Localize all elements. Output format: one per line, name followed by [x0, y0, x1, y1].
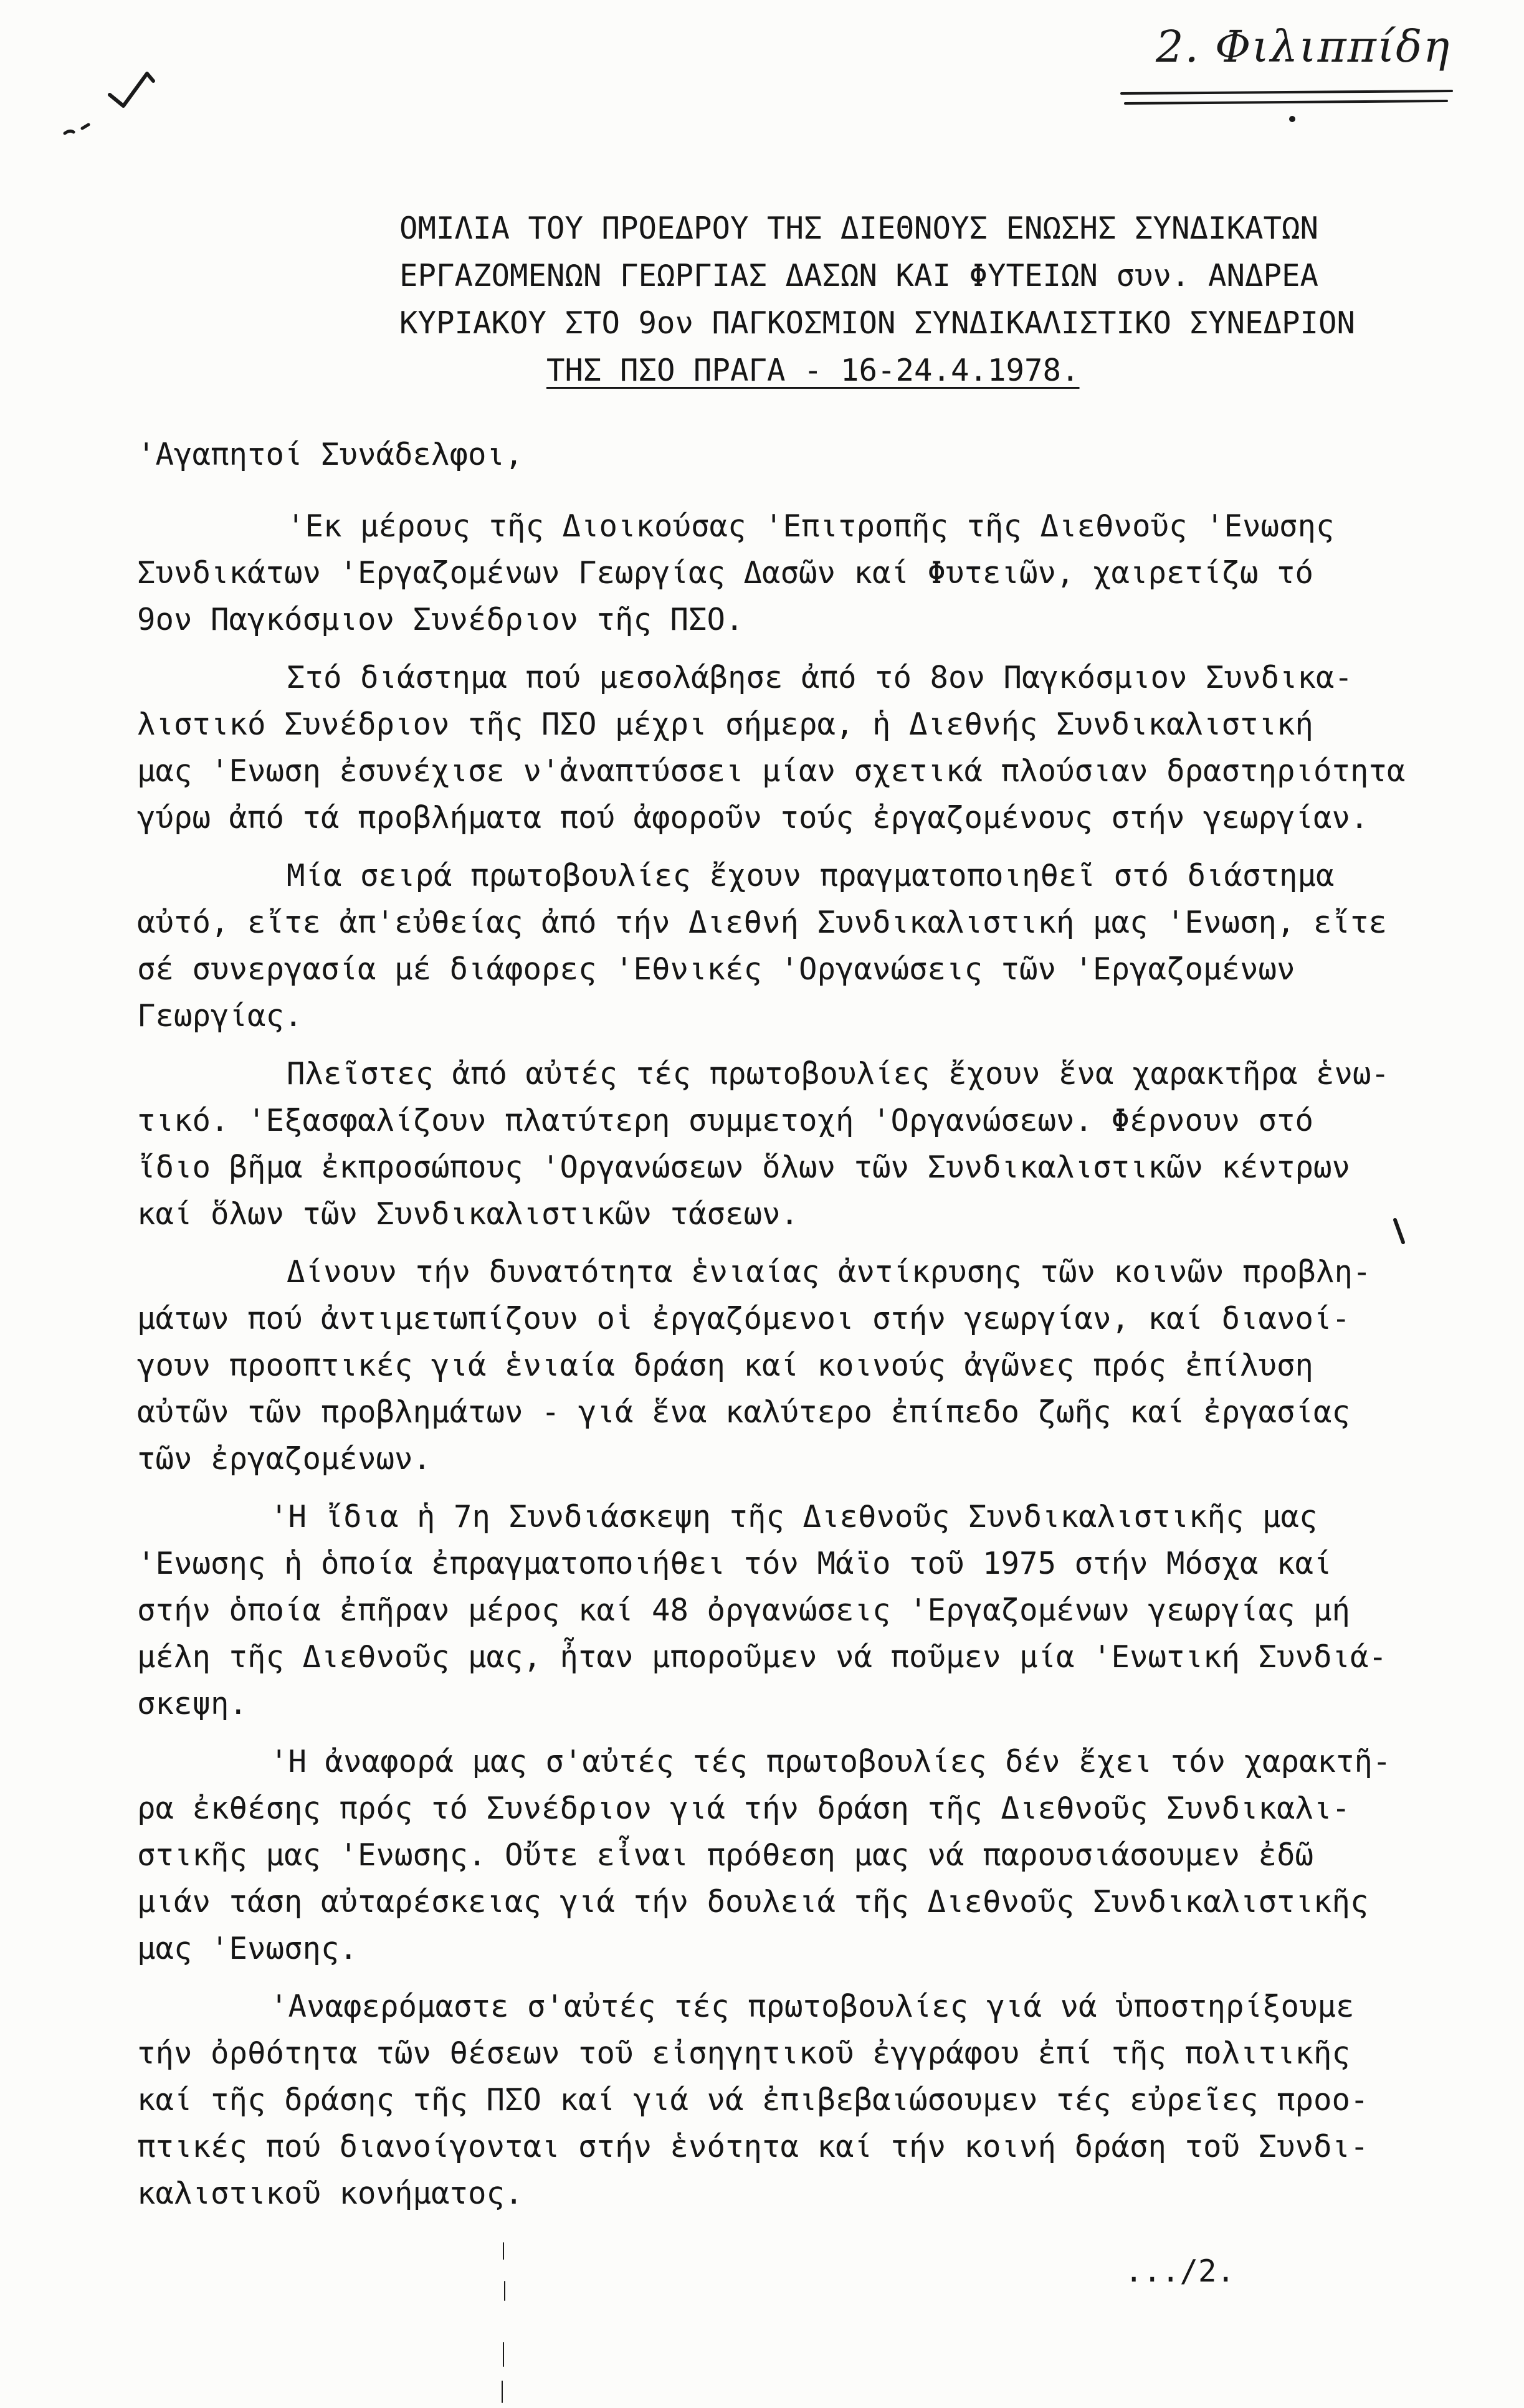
paragraph-line: τήν ὀρθότητα τῶν θέσεων τοῦ εἰσηγητικοῦ ἐγγράφου ἐπί τῆς πολιτικῆς — [137, 2035, 1351, 2071]
speech-title — [399, 205, 1355, 394]
paragraph-line: καί τῆς δράσης τῆς ΠΣΟ καί γιά νά ἐπιβεβαιώσουμεν τές εὐρεῖες προο- — [137, 2082, 1369, 2118]
ink-dot — [1289, 116, 1295, 122]
pen-tick-mark — [110, 74, 153, 106]
handwritten-annotation: 2. Φιλιππίδη — [1156, 21, 1451, 72]
paragraph-line: Πλεῖστες ἀπό αὐτές τές πρωτοβουλίες ἔχουν ἕνα χαρακτῆρα ἑνω- — [287, 1056, 1390, 1092]
paragraph-line: μάτων πού ἀντιμετωπίζουν οἱ ἐργαζόμενοι στήν γεωργίαν, καί διανοί- — [137, 1301, 1351, 1336]
paragraph-line: Δίνουν τήν δυνατότητα ἑνιαίας ἀντίκρυσης τῶν κοινῶν προβλη- — [287, 1254, 1371, 1290]
handwritten-underline — [1122, 91, 1452, 93]
paragraph — [137, 852, 1495, 1039]
paragraph-line: αὐτῶν τῶν προβλημάτων - γιά ἕνα καλύτερο ἐπίπεδο ζωῆς καί ἐργασίας — [137, 1394, 1351, 1430]
paragraph-line: 9ον Παγκόσμιον Συνέδριον τῆς ΠΣΟ. — [137, 602, 744, 637]
paragraph-line: 'Ενωσης ἡ ὁποία ἐπραγματοποιήθει τόν Μάϊο τοῦ 1975 στήν Μόσχα καί — [137, 1546, 1332, 1581]
paragraph-line: Συνδικάτων 'Εργαζομένων Γεωργίας Δασῶν καί Φυτειῶν, χαιρετίζω τό — [137, 555, 1314, 591]
paragraph-line: λιστικό Συνέδριον τῆς ΠΣΟ μέχρι σήμερα, ἡ Διεθνής Συνδικαλιστική — [137, 707, 1314, 742]
title-line: ΟΜΙΛΙΑ ΤΟΥ ΠΡΟΕΔΡΟΥ ΤΗΣ ΔΙΕΘΝΟΥΣ ΕΝΩΣΗΣ ΣΥΝΔΙΚΑΤΩΝ — [399, 211, 1319, 246]
paragraph-line: μας 'Ενωση ἐσυνέχισε ν'ἀναπτύσσει μίαν σχετικά πλούσιαν δραστηριότητα — [137, 753, 1406, 789]
paragraph-line: Μία σειρά πρωτοβουλίες ἔχουν πραγματοποιηθεῖ στό διάστημα — [287, 858, 1335, 893]
paragraph-line: ἴδιο βῆμα ἐκπροσώπους 'Οργανώσεων ὅλων τῶν Συνδικαλιστικῶν κέντρων — [137, 1149, 1351, 1185]
paragraph-line: μας 'Ενωσης. — [137, 1931, 358, 1966]
paragraph — [137, 503, 1495, 643]
paragraph-line: σέ συνεργασία μέ διάφορες 'Εθνικές 'Οργανώσεις τῶν 'Εργαζομένων — [137, 951, 1295, 987]
paragraph-line: μιάν τάση αὐταρέσκειας γιά τήν δουλειά τῆς Διεθνοῦς Συνδικαλιστικῆς — [137, 1884, 1369, 1920]
title-line: ΕΡΓΑΖΟΜΕΝΩΝ ΓΕΩΡΓΙΑΣ ΔΑΣΩΝ ΚΑΙ ΦΥΤΕΙΩΝ συν. ΑΝΔΡΕΑ — [399, 258, 1319, 293]
paragraph-line: πτικές πού διανοίγονται στήν ἑνότητα καί τήν κοινή δράση τοῦ Συνδι- — [137, 2129, 1369, 2164]
paragraph-line: τῶν ἐργαζομένων. — [137, 1441, 432, 1477]
paragraph — [137, 654, 1495, 841]
title-line: ΚΥΡΙΑΚΟΥ ΣΤΟ 9ον ΠΑΓΚΟΣΜΙΟΝ ΣΥΝΔΙΚΑΛΙΣΤΙΚΟ ΣΥΝΕΔΡΙΟΝ — [399, 305, 1356, 341]
title-line-underlined: ΤΗΣ ΠΣΟ ΠΡΑΓΑ - 16-24.4.1978. — [546, 353, 1080, 388]
salutation: 'Αγαπητοί Συνάδελφοι, — [137, 437, 523, 472]
paragraph-line: τικό. 'Εξασφαλίζουν πλατύτερη συμμετοχή 'Οργανώσεων. Φέρνουν στό — [137, 1103, 1314, 1138]
paragraph-line: καλιστικοῦ κονήματος. — [137, 2176, 523, 2211]
page-continuation-number: .../2. — [1125, 2253, 1236, 2289]
paragraph — [137, 1249, 1495, 1482]
paragraph — [137, 1050, 1495, 1237]
paragraph-line: 'Η ἴδια ἡ 7η Συνδιάσκεψη τῆς Διεθνοῦς Συνδικαλιστικῆς μας — [270, 1499, 1318, 1535]
paragraph-line: 'Εκ μέρους τῆς Διοικούσας 'Επιτροπῆς τῆς Διεθνοῦς 'Ενωσης — [287, 508, 1335, 544]
paragraph-line: ρα ἐκθέσης πρός τό Συνέδριον γιά τήν δράση τῆς Διεθνοῦς Συνδικαλι- — [137, 1791, 1351, 1826]
paragraph-line: σκεψη. — [137, 1686, 248, 1721]
paragraph-line: στήν ὁποία ἐπῆραν μέρος καί 48 ὀργανώσεις 'Εργαζομένων γεωργίας μή — [137, 1592, 1351, 1628]
paragraph — [137, 1738, 1495, 1972]
paragraph-line: καί ὅλων τῶν Συνδικαλιστικῶν τάσεων. — [137, 1196, 799, 1232]
speech-body — [137, 431, 1495, 2217]
paragraph-line: Στό διάστημα πού μεσολάβησε ἀπό τό 8ον Παγκόσμιον Συνδικα- — [287, 660, 1353, 695]
paragraph-line: γύρω ἀπό τά προβλήματα πού ἀφοροῦν τούς ἐργαζομένους στήν γεωργίαν. — [137, 800, 1369, 835]
paragraph-line: 'Αναφερόμαστε σ'αὐτές τές πρωτοβουλίες γιά νά ὑποστηρίξουμε — [270, 1989, 1355, 2024]
paragraph — [137, 1983, 1495, 2217]
paragraph-line: γουν προοπτικές γιά ἑνιαία δράση καί κοινούς ἀγῶνες πρός ἐπίλυση — [137, 1348, 1314, 1383]
paragraph-line: στικῆς μας 'Ενωσης. Οὔτε εἶναι πρόθεση μας νά παρουσιάσουμεν ἐδῶ — [137, 1837, 1314, 1873]
paragraph-line: μέλη τῆς Διεθνοῦς μας, ἦταν μποροῦμεν νά ποῦμεν μία 'Ενωτική Συνδιά- — [137, 1639, 1388, 1675]
paragraph — [137, 1493, 1495, 1727]
handwritten-underline — [1125, 101, 1447, 103]
pen-scribble-mark — [65, 125, 88, 133]
paragraph-line: αὐτό, εἴτε ἀπ'εὐθείας ἀπό τήν Διεθνή Συνδικαλιστική μας 'Ενωση, εἴτε — [137, 905, 1388, 940]
paragraph-line: Γεωργίας. — [137, 998, 303, 1034]
paragraph-line: 'Η ἀναφορά μας σ'αὐτές τές πρωτοβουλίες δέν ἔχει τόν χαρακτῆ- — [270, 1744, 1391, 1779]
